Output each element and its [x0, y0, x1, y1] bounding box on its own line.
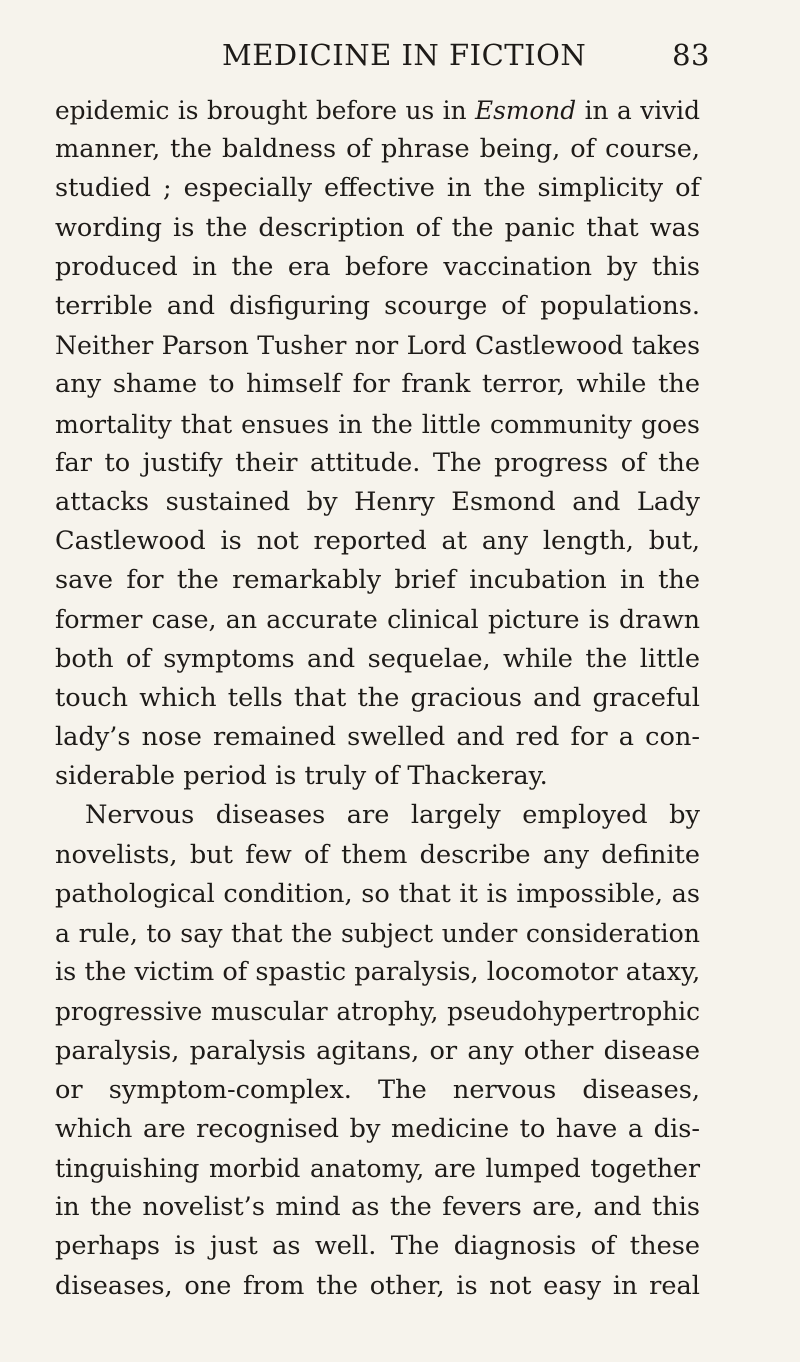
- text-line: perhaps is just as well. The diagnosis of these: [55, 1231, 700, 1262]
- running-title: MEDICINE IN FICTION: [222, 38, 587, 72]
- text-line: both of symptoms and sequelae, while the little: [55, 643, 700, 674]
- text-line: attacks sustained by Henry Esmond and Lady: [55, 486, 700, 517]
- text-line: former case, an accurate clinical picture is drawn: [55, 605, 700, 635]
- text-line: in the novelist’s mind as the fevers are, and this: [55, 1192, 700, 1223]
- text-line: tinguishing morbid anatomy, are lumped together: [55, 1154, 700, 1184]
- text-line: epidemic is brought before us in Esmond in a vivid: [55, 96, 700, 125]
- page-number: 83: [672, 38, 710, 72]
- text-line: terrible and disfiguring scourge of populations.: [55, 290, 700, 321]
- text-line: diseases, one from the other, is not easy in real: [55, 1270, 700, 1301]
- text-line: save for the remarkably brief incubation in the: [55, 565, 700, 596]
- text-line: touch which tells that the gracious and graceful: [55, 682, 700, 713]
- text-line: or symptom-complex. The nervous diseases,: [55, 1074, 700, 1105]
- text-line: a rule, to say that the subject under consideration: [55, 918, 700, 948]
- book-title: Esmond: [475, 96, 577, 125]
- text-line: produced in the era before vaccination by this: [55, 251, 700, 282]
- text-line: Nervous diseases are largely employed by: [85, 800, 700, 831]
- text-line: novelists, but few of them describe any definite: [55, 839, 700, 870]
- text-line: lady’s nose remained swelled and red for a con-: [55, 722, 700, 752]
- text-line: studied ; especially effective in the simplicity of: [55, 173, 700, 204]
- text-line: manner, the baldness of phrase being, of course,: [55, 134, 700, 165]
- text-line: progressive muscular atrophy, pseudohypertrophic: [55, 997, 700, 1027]
- text-line: far to justify their attitude. The progress of the: [55, 447, 700, 478]
- text-line: Castlewood is not reported at any length, but,: [55, 526, 700, 557]
- text-line: mortality that ensues in the little community goes: [55, 409, 700, 439]
- text-line: wording is the description of the panic that was: [55, 212, 700, 243]
- text-line: Neither Parson Tusher nor Lord Castlewood takes: [55, 331, 700, 361]
- text-line: is the victim of spastic paralysis, locomotor ataxy,: [55, 957, 701, 988]
- running-head: [222, 38, 710, 78]
- body-text: [55, 91, 700, 1306]
- text-line: any shame to himself for frank terror, while the: [55, 369, 700, 400]
- text-line: paralysis, paralysis agitans, or any other disease: [55, 1035, 700, 1066]
- text-line: which are recognised by medicine to have a dis-: [55, 1113, 700, 1144]
- text-line: pathological condition, so that it is impossible, as: [55, 878, 700, 909]
- text-line: siderable period is truly of Thackeray.: [55, 761, 548, 792]
